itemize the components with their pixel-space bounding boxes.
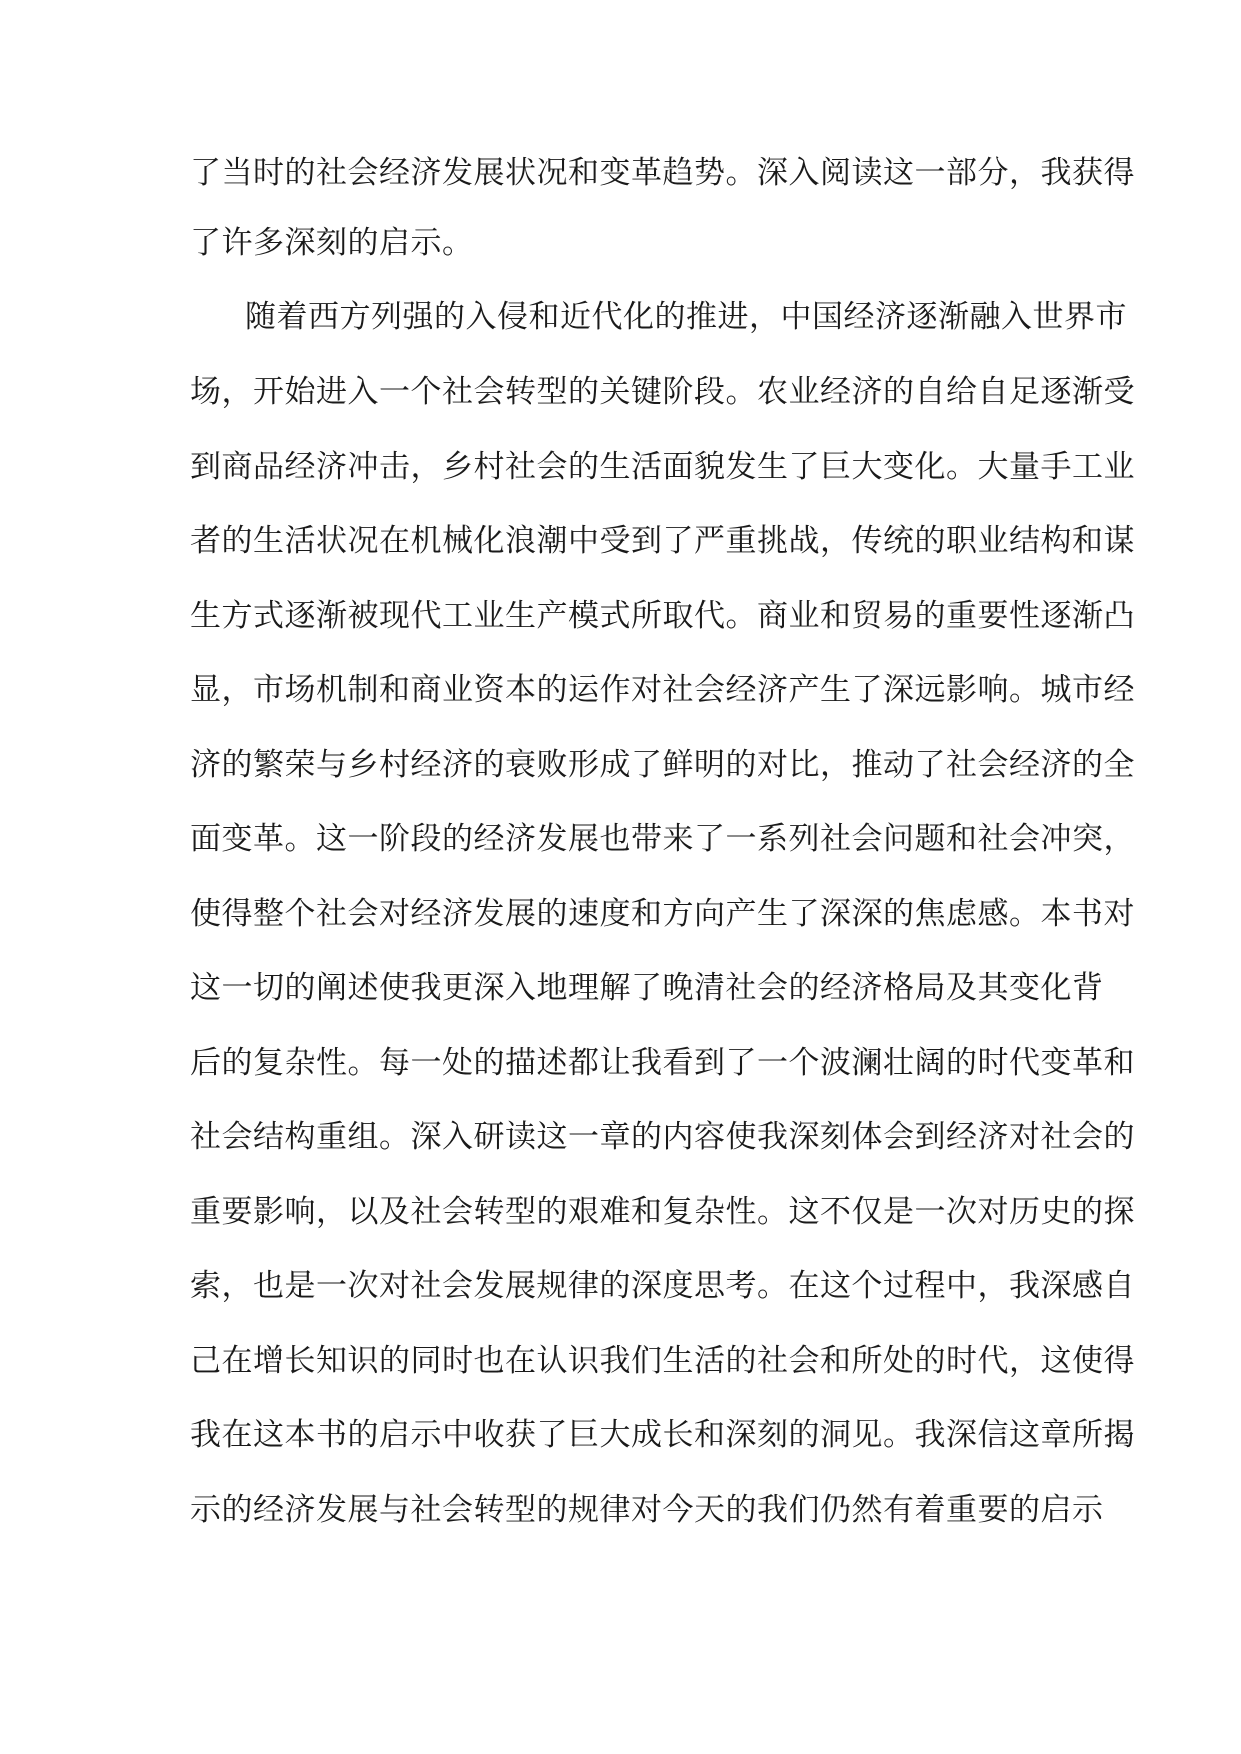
text-line: 我在这本书的启示中收获了巨大成长和深刻的洞见。我深信这章所揭 xyxy=(190,1417,1135,1453)
text-line: 索，也是一次对社会发展规律的深度思考。在这个过程中，我深感自 xyxy=(190,1268,1135,1304)
text-line: 这一切的阐述使我更深入地理解了晚清社会的经济格局及其变化背 xyxy=(190,970,1104,1006)
text-line: 己在增长知识的同时也在认识我们生活的社会和所处的时代，这使得 xyxy=(190,1343,1135,1379)
text-line: 济的繁荣与乡村经济的衰败形成了鲜明的对比，推动了社会经济的全 xyxy=(190,747,1135,783)
text-line: 生方式逐渐被现代工业生产模式所取代。商业和贸易的重要性逐渐凸 xyxy=(190,598,1135,634)
text-line: 显，市场机制和商业资本的运作对社会经济产生了深远影响。城市经 xyxy=(190,672,1135,708)
text-line: 示的经济发展与社会转型的规律对今天的我们仍然有着重要的启示 xyxy=(190,1492,1104,1528)
paragraph-first-line: 随着西方列强的入侵和近代化的推进，中国经济逐渐融入世界市 xyxy=(245,299,1127,335)
text-line: 了许多深刻的启示。 xyxy=(190,225,474,261)
text-line: 到商品经济冲击，乡村社会的生活面貌发生了巨大变化。大量手工业 xyxy=(190,449,1135,485)
text-line: 面变革。这一阶段的经济发展也带来了一系列社会问题和社会冲突， xyxy=(190,821,1135,857)
text-line: 后的复杂性。每一处的描述都让我看到了一个波澜壮阔的时代变革和 xyxy=(190,1045,1135,1081)
text-line: 者的生活状况在机械化浪潮中受到了严重挑战，传统的职业结构和谋 xyxy=(190,523,1135,559)
text-line: 使得整个社会对经济发展的速度和方向产生了深深的焦虑感。本书对 xyxy=(190,896,1135,932)
text-line: 了当时的社会经济发展状况和变革趋势。深入阅读这一部分，我获得 xyxy=(190,155,1135,191)
text-line: 场，开始进入一个社会转型的关键阶段。农业经济的自给自足逐渐受 xyxy=(190,374,1135,410)
text-line: 社会结构重组。深入研读这一章的内容使我深刻体会到经济对社会的 xyxy=(190,1119,1135,1155)
text-line: 重要影响，以及社会转型的艰难和复杂性。这不仅是一次对历史的探 xyxy=(190,1194,1135,1230)
